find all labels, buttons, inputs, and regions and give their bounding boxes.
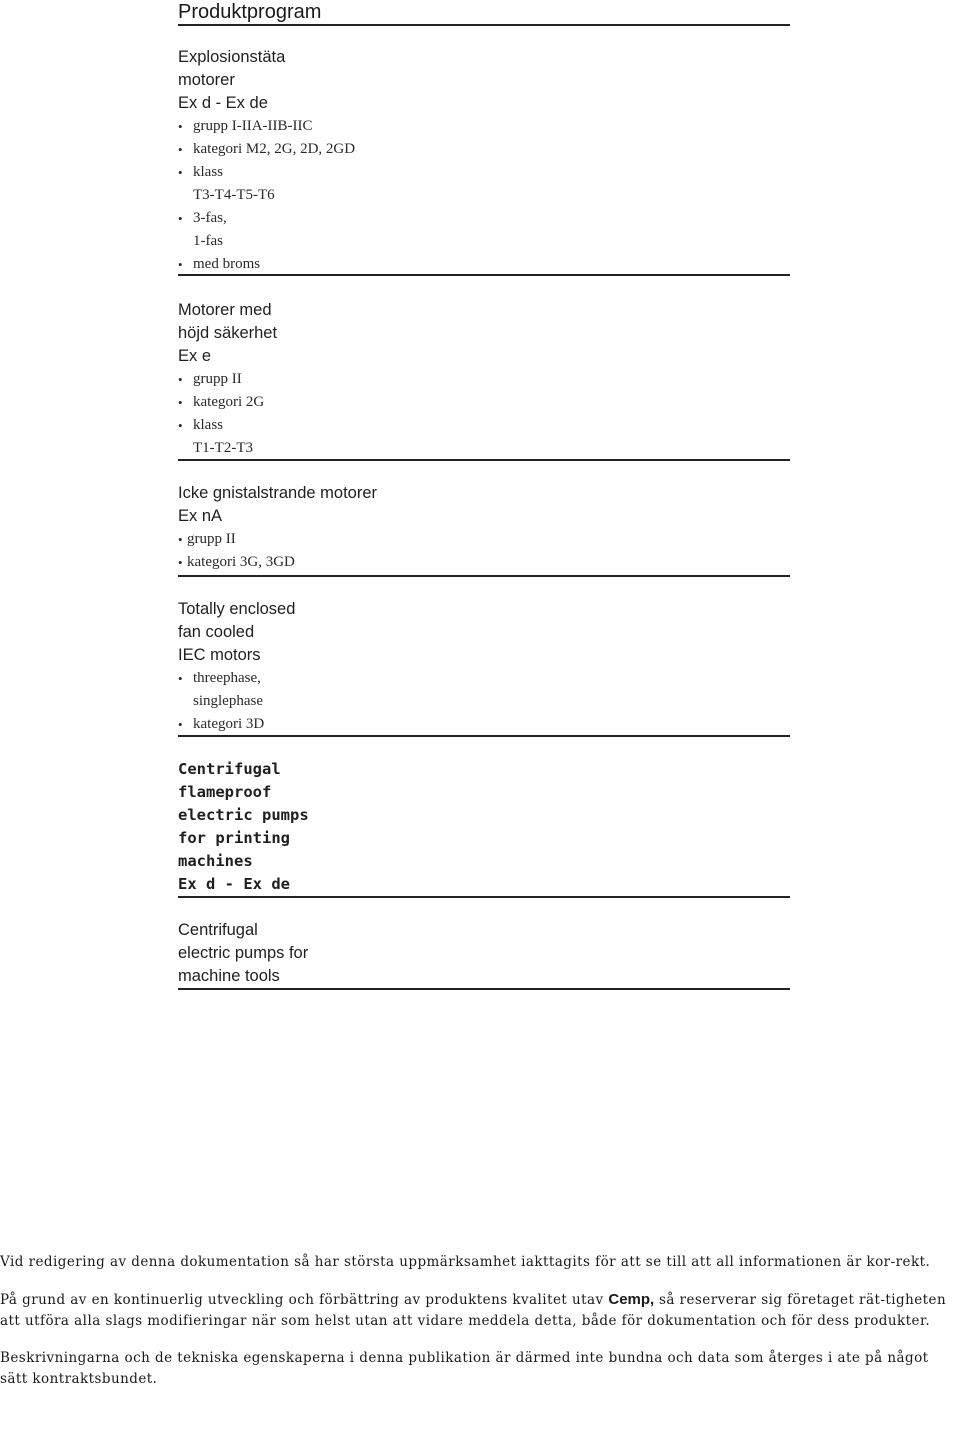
bullet-icon: • xyxy=(178,418,183,433)
bullet-icon: • xyxy=(178,717,183,732)
list-item: • grupp II xyxy=(178,368,790,391)
section-machine-tool-pumps xyxy=(178,919,790,990)
bullet-icon: • xyxy=(178,119,183,134)
section-title: Motorer med höjd säkerhet Ex e xyxy=(178,301,278,365)
list-item: • kategori 3D xyxy=(178,713,790,736)
section-title: Centrifugal flameproof electric pumps for printing machines Ex d - Ex de xyxy=(178,760,309,893)
bullet-icon: • xyxy=(178,257,183,272)
list-item: • kategori M2, 2G, 2D, 2GD xyxy=(178,138,790,161)
list-item: • med broms xyxy=(178,253,790,276)
section-printing-pumps xyxy=(178,758,790,898)
bullet-icon: • xyxy=(178,395,183,410)
bullet-icon: • xyxy=(178,372,183,387)
bullet-icon: • xyxy=(178,211,183,226)
section-title: Icke gnistalstrande motorer Ex nA xyxy=(178,484,378,525)
bullet-icon: • xyxy=(178,555,183,570)
note-non-binding: Beskrivningarna och de tekniska egenskaperna i denna publikation är därmed inte bundna och data som återges i ate på något sätt kontraktsbundet. xyxy=(0,1349,929,1387)
section-non-sparking-motors xyxy=(178,482,790,577)
section-iec-motors xyxy=(178,598,790,737)
bullet-icon: • xyxy=(178,165,183,180)
section-title: Centrifugal electric pumps for machine tools xyxy=(178,921,309,985)
bullet-icon: • xyxy=(178,671,183,686)
note-modifications: På grund av en kontinuerlig utveckling och förbättring av produktens kvalitet utav Cemp, så reserverar sig företaget rät-tigheten att utföra alla slags modifieringar när som helst utan att vidare meddela detta, både för dokumentation och för dess produkter. xyxy=(0,1290,947,1329)
list-item: • klass T3-T4-T5-T6 xyxy=(178,161,790,207)
section-increased-safety-motors xyxy=(178,299,790,461)
disclaimer-notes xyxy=(0,1252,960,1406)
list-item: • grupp II xyxy=(178,528,790,551)
section-explosion-proof-motors xyxy=(178,46,790,276)
bullet-icon: • xyxy=(178,142,183,157)
page-title: Produktprogram xyxy=(178,0,790,26)
list-item: • kategori 2G xyxy=(178,391,790,414)
brand-name: Cemp, xyxy=(608,1290,655,1308)
section-title: Totally enclosed fan cooled IEC motors xyxy=(178,600,296,664)
section-title: Explosionstäta motorer Ex d - Ex de xyxy=(178,48,286,112)
note-accuracy: Vid redigering av denna dokumentation så har största uppmärksamhet iakttagits för att se till att all informationen är kor-rekt. xyxy=(0,1254,931,1270)
list-item: • 3-fas, 1-fas xyxy=(178,207,790,253)
list-item: • threephase, singlephase xyxy=(178,667,790,713)
list-item: • kategori 3G, 3GD xyxy=(178,551,790,574)
bullet-icon: • xyxy=(178,532,183,547)
list-item: • grupp I-IIA-IIB-IIC xyxy=(178,115,790,138)
list-item: • klass T1-T2-T3 xyxy=(178,414,790,460)
